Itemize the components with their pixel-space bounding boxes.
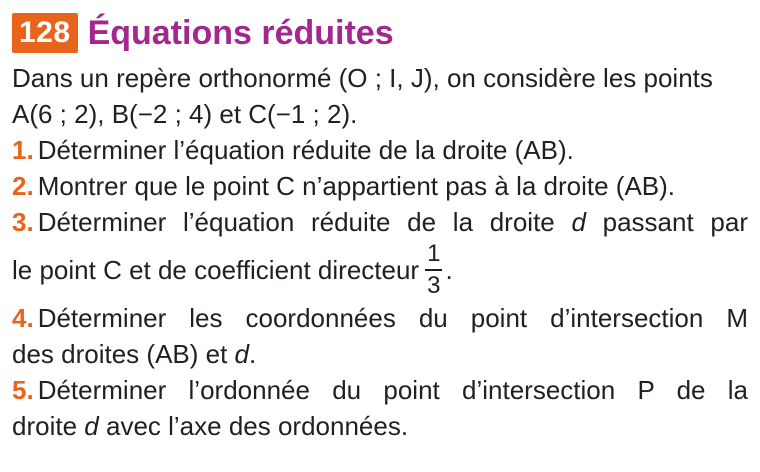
question-1-number: 1. bbox=[12, 135, 34, 165]
question-1 bbox=[12, 132, 748, 168]
question-4-period: . bbox=[249, 339, 257, 369]
question-1-text: Déterminer l’équation réduite de la droite (AB). bbox=[37, 135, 574, 165]
question-3-line-2 bbox=[12, 240, 748, 300]
question-5-line-2-text-a: droite bbox=[12, 411, 78, 441]
question-3-number: 3. bbox=[12, 207, 34, 237]
question-2 bbox=[12, 168, 748, 204]
question-3 bbox=[12, 204, 748, 240]
question-4-variable: d bbox=[234, 339, 250, 369]
fraction-numerator: 1 bbox=[425, 241, 442, 271]
fraction-one-third bbox=[425, 241, 442, 299]
exercise-header bbox=[12, 10, 748, 56]
question-5-line-2 bbox=[12, 408, 748, 444]
question-3-line-2-text: le point C et de coefficient directeur bbox=[12, 254, 420, 285]
question-4-text: Déterminer les coordonnées du point d’intersection M bbox=[37, 303, 748, 333]
question-5-text: Déterminer l’ordonnée du point d’intersection P de la bbox=[37, 375, 748, 405]
question-4 bbox=[12, 300, 748, 336]
question-5-number: 5. bbox=[12, 375, 34, 405]
exercise-title: Équations réduites bbox=[87, 14, 394, 52]
question-2-text: Montrer que le point C n’appartient pas à la droite (AB). bbox=[37, 171, 676, 201]
question-4-line-2 bbox=[12, 336, 748, 372]
exercise-number-badge: 128 bbox=[12, 13, 78, 53]
question-4-number: 4. bbox=[12, 303, 34, 333]
intro-line-1: Dans un repère orthonormé (O ; I, J), on considère les points bbox=[12, 63, 713, 93]
question-5-variable: d bbox=[84, 411, 99, 441]
question-2-number: 2. bbox=[12, 171, 34, 201]
intro-line-2: A(6 ; 2), B(−2 ; 4) et C(−1 ; 2). bbox=[12, 99, 358, 129]
question-4-line-2-text: des droites (AB) et bbox=[12, 339, 228, 369]
question-3-text-a: Déterminer l’équation réduite de la droite bbox=[37, 207, 555, 237]
question-5 bbox=[12, 372, 748, 408]
question-3-period: . bbox=[445, 254, 453, 285]
question-5-line-2-text-b: avec l’axe des ordonnées. bbox=[105, 411, 409, 441]
question-3-variable: d bbox=[571, 207, 586, 237]
fraction-denominator: 3 bbox=[427, 272, 441, 299]
question-3-text-b: passant par bbox=[602, 207, 748, 237]
